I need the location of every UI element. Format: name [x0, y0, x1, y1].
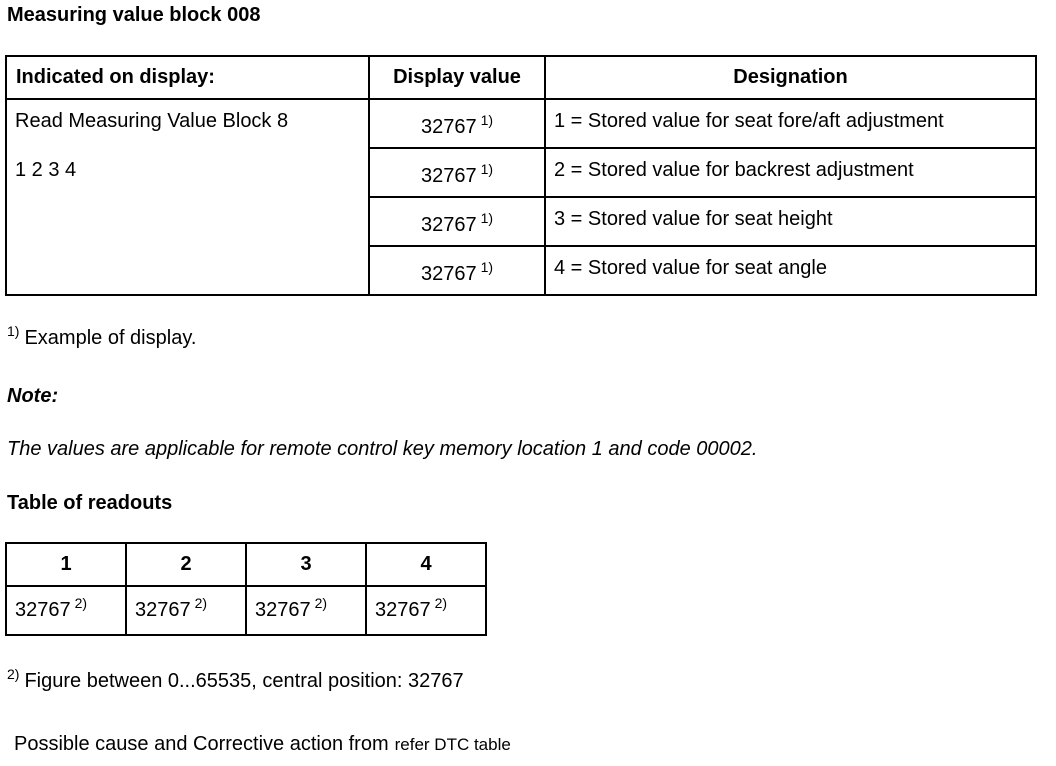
designation-cell — [545, 148, 1036, 197]
designation-text: 3 = Stored value for seat height — [554, 208, 833, 230]
designation-cell — [545, 99, 1036, 148]
designation-text: 2 = Stored value for backrest adjustment — [554, 159, 914, 181]
readout-header: 4 — [366, 543, 486, 586]
table-header-row — [6, 56, 1036, 99]
readout-header: 3 — [246, 543, 366, 586]
readout-cell — [366, 586, 486, 635]
readout-header: 2 — [126, 543, 246, 586]
readout-cell — [246, 586, 366, 635]
header-indicated: Indicated on display: — [6, 56, 369, 99]
measuring-value-table — [5, 55, 1037, 296]
footnote-mark: 2) — [7, 666, 20, 682]
footnote-ref: 2) — [314, 595, 328, 611]
readout-value: 32767 — [375, 599, 431, 621]
footnote-ref: 2) — [194, 595, 208, 611]
display-value-cell — [369, 197, 545, 246]
header-display-value: Display value — [369, 56, 545, 99]
readouts-table — [5, 542, 487, 636]
header-designation: Designation — [545, 56, 1036, 99]
readouts-heading: Table of readouts — [7, 492, 173, 514]
footnote-text: Figure between 0...65535, central position: 32767 — [24, 670, 464, 692]
footnote-2 — [7, 666, 464, 693]
readout-cell — [6, 586, 126, 635]
display-value: 32767 — [420, 263, 477, 285]
readout-value: 32767 — [15, 599, 71, 621]
designation-text: 4 = Stored value for seat angle — [554, 257, 827, 279]
footnote-text: Example of display. — [24, 327, 197, 349]
footnote-1 — [7, 323, 197, 350]
footnote-ref: 1) — [480, 210, 494, 226]
display-value: 32767 — [420, 214, 477, 236]
indicated-line-1: Read Measuring Value Block 8 — [15, 110, 289, 132]
readout-cell — [126, 586, 246, 635]
footnote-mark: 1) — [7, 323, 20, 339]
readout-value: 32767 — [255, 599, 311, 621]
footnote-ref: 1) — [480, 259, 494, 275]
designation-cell — [545, 246, 1036, 295]
table-header-row — [6, 543, 486, 586]
footnote-ref: 1) — [480, 161, 494, 177]
readout-header: 1 — [6, 543, 126, 586]
dtc-table-link[interactable]: refer DTC table — [394, 735, 511, 754]
footnote-ref: 1) — [480, 112, 494, 128]
cause-line — [14, 733, 511, 756]
display-value-cell — [369, 148, 545, 197]
cause-text: Possible cause and Corrective action from — [14, 733, 389, 755]
display-value: 32767 — [420, 116, 477, 138]
indicated-cell — [6, 99, 369, 295]
note-heading: Note: — [7, 385, 59, 407]
footnote-ref: 2) — [434, 595, 448, 611]
table-row — [6, 99, 1036, 148]
display-value-cell — [369, 99, 545, 148]
readout-value: 32767 — [135, 599, 191, 621]
footnote-ref: 2) — [74, 595, 88, 611]
designation-text: 1 = Stored value for seat fore/aft adjustment — [554, 110, 944, 132]
page-title: Measuring value block 008 — [7, 4, 261, 26]
designation-cell — [545, 197, 1036, 246]
indicated-line-2: 1 2 3 4 — [15, 159, 77, 181]
display-value-cell — [369, 246, 545, 295]
table-row — [6, 586, 486, 635]
note-text: The values are applicable for remote control key memory location 1 and code 00002. — [7, 438, 758, 460]
display-value: 32767 — [420, 165, 477, 187]
